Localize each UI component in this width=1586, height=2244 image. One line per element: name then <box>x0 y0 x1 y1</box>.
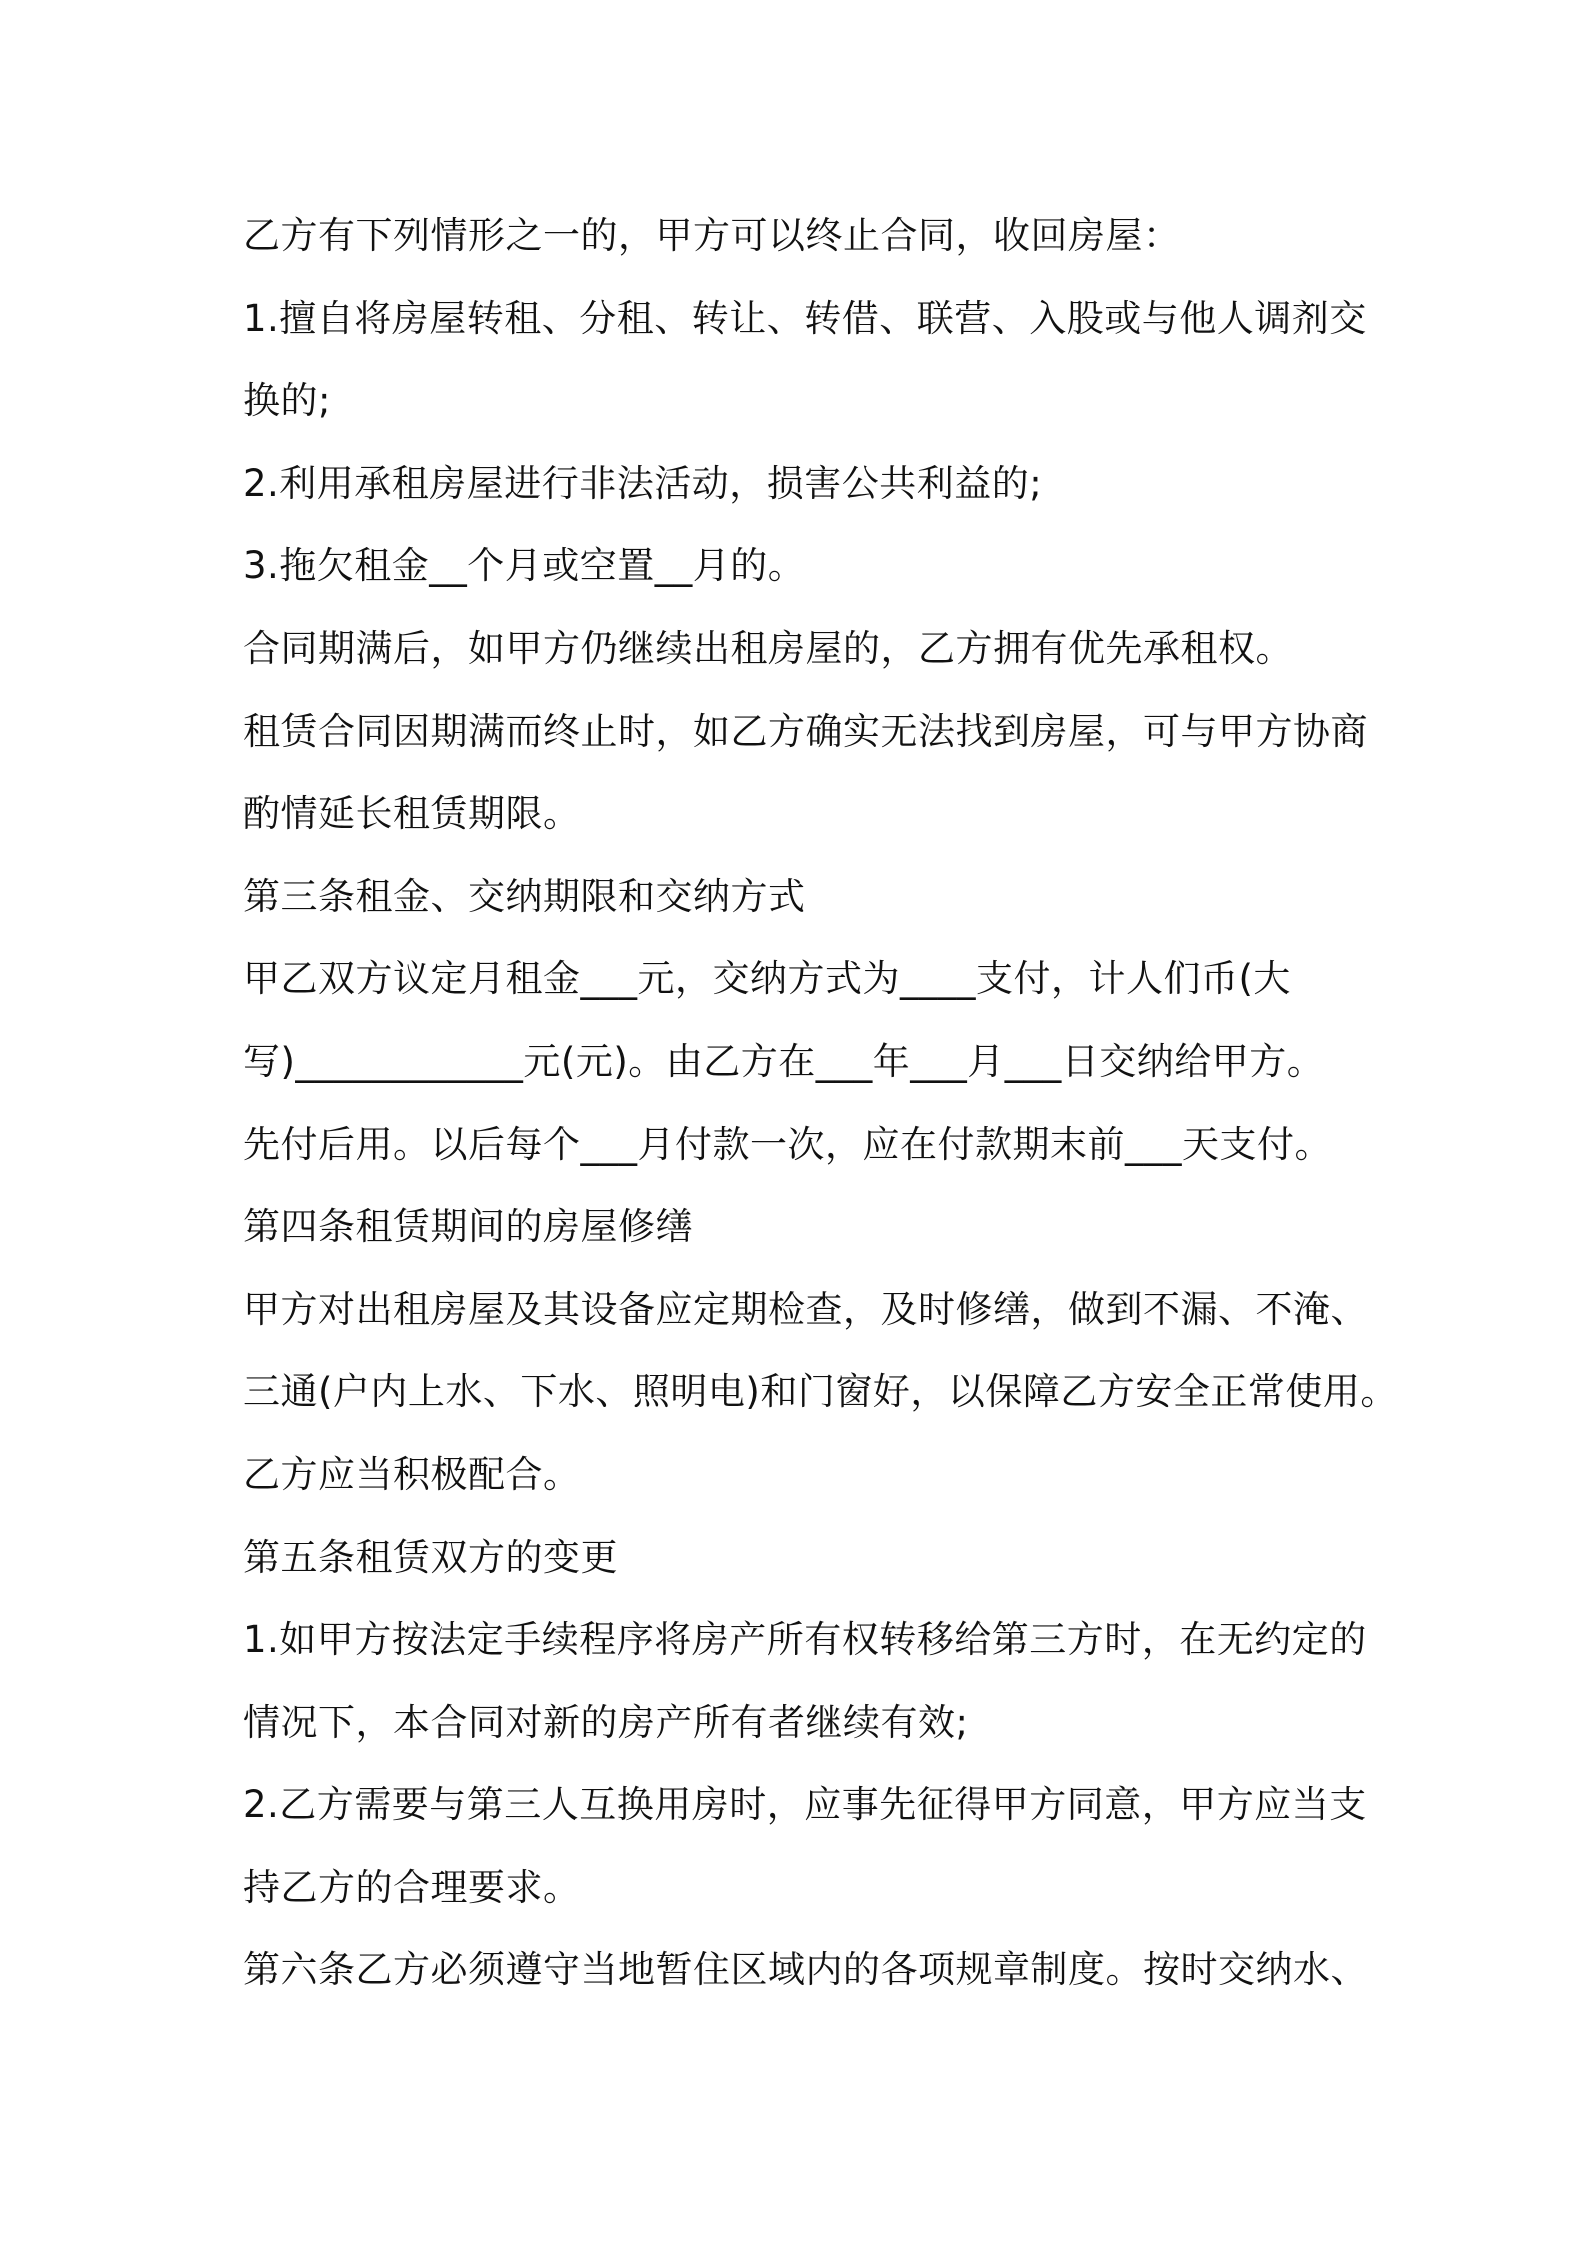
termination-item-2-line: 2.利用承租房屋进行非法活动，损害公共利益的; <box>243 461 1043 505</box>
repair-duty-line: 甲方对出租房屋及其设备应定期检查，及时修缮，做到不漏、不淹、 <box>243 1287 1368 1331</box>
termination-item-1-line: 1.擅自将房屋转租、分租、转让、转借、联营、入股或与他人调剂交 <box>243 296 1367 340</box>
extension-continuation: 酌情延长租赁期限。 <box>243 792 581 836</box>
payment-schedule-line: 先付后用。以后每个___月付款一次，应在付款期末前___天支付。 <box>243 1122 1332 1166</box>
rent-amount-line: 写)____________元(元)。由乙方在___年___月___日交纳给甲方。 <box>243 1039 1325 1083</box>
termination-intro-line: 乙方有下列情形之一的，甲方可以终止合同，收回房屋： <box>243 214 1181 257</box>
extension-line: 租赁合同因期满而终止时，如乙方确实无法找到房屋，可与甲方协商 <box>243 709 1368 753</box>
renewal-priority-line: 合同期满后，如甲方仍继续出租房屋的，乙方拥有优先承租权。 <box>243 626 1293 670</box>
repair-duty-continuation: 三通(户内上水、下水、照明电)和门窗好，以保障乙方安全正常使用。 <box>243 1370 1398 1414</box>
change-item-1-line: 1.如甲方按法定手续程序将房产所有权转移给第三方时，在无约定的 <box>243 1618 1367 1662</box>
cooperation-line: 乙方应当积极配合。 <box>243 1452 581 1496</box>
article-3-heading: 第三条租金、交纳期限和交纳方式 <box>243 874 806 918</box>
change-item-2-line: 2.乙方需要与第三人互换用房时，应事先征得甲方同意，甲方应当支 <box>243 1783 1367 1827</box>
article-4-heading: 第四条租赁期间的房屋修缮 <box>243 1205 693 1249</box>
change-item-1-continuation: 情况下，本合同对新的房产所有者继续有效; <box>243 1700 969 1744</box>
rent-terms-line: 甲乙双方议定月租金___元，交纳方式为____支付，计人们币(大 <box>243 957 1291 1001</box>
document-body <box>243 195 1398 2012</box>
termination-item-1-continuation: 换的; <box>243 379 331 423</box>
change-item-2-continuation: 持乙方的合理要求。 <box>243 1865 581 1909</box>
article-6-line: 第六条乙方必须遵守当地暂住区域内的各项规章制度。按时交纳水、 <box>243 1948 1368 1992</box>
article-5-heading: 第五条租赁双方的变更 <box>243 1535 618 1579</box>
termination-item-3-line: 3.拖欠租金__个月或空置__月的。 <box>243 544 806 588</box>
